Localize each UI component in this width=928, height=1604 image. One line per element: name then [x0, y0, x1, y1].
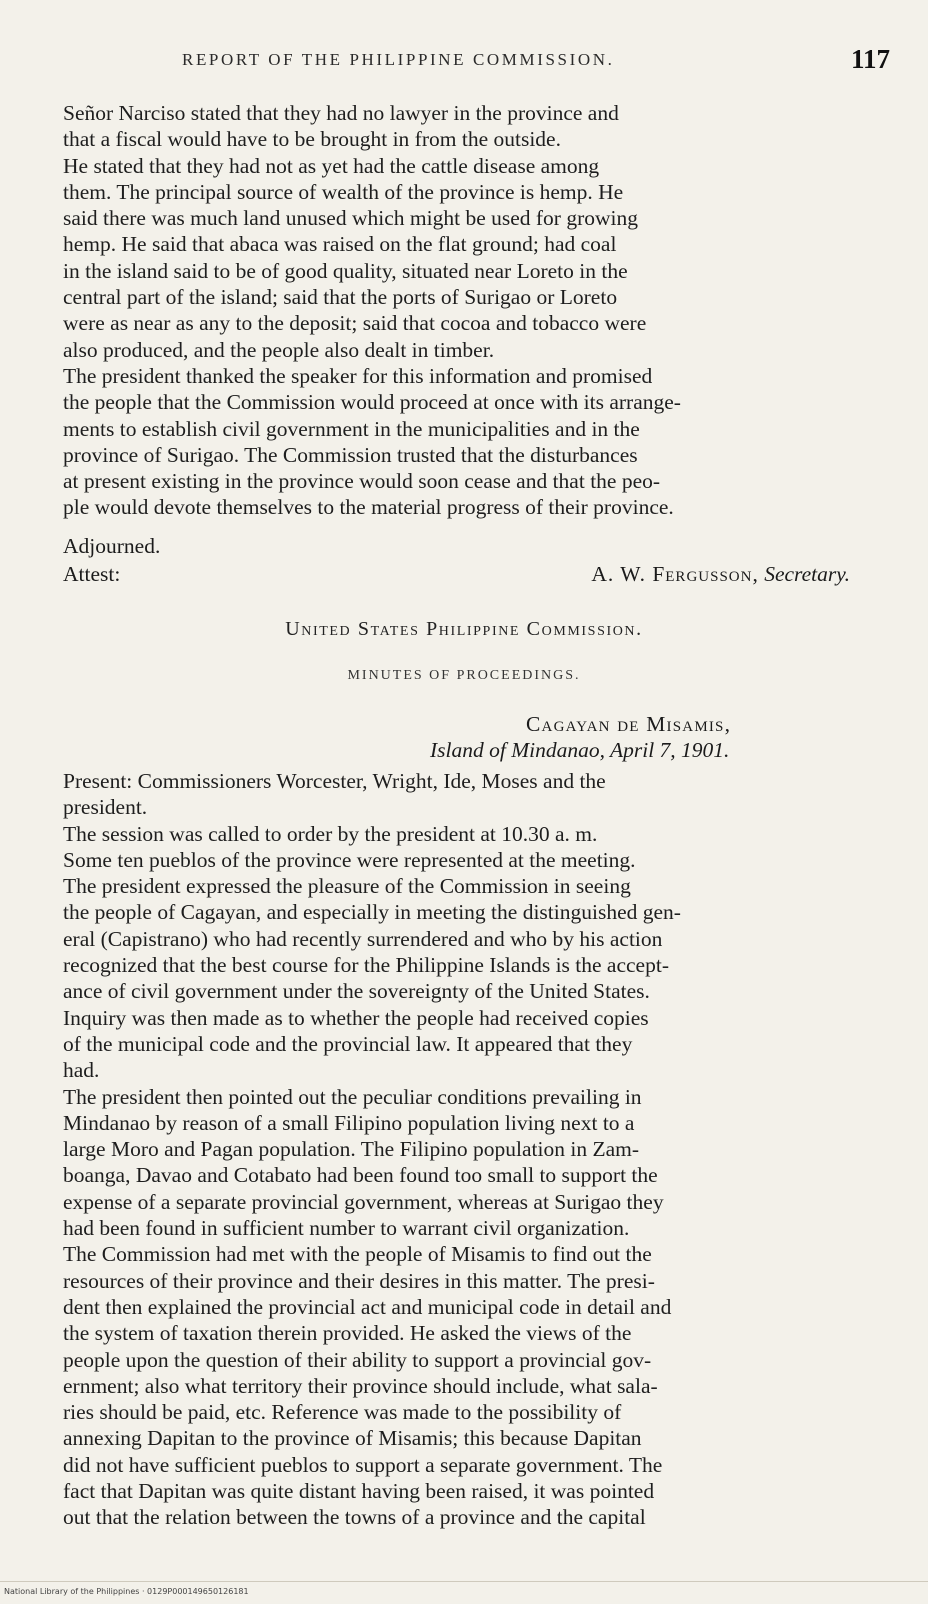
- text-line: also produced, and the people also dealt in timber.: [63, 337, 495, 362]
- text-line: president.: [63, 795, 148, 820]
- text-line: eral (Capistrano) who had recently surrendered and who by his action: [63, 926, 663, 951]
- text-line: Some ten pueblos of the province were represented at the meeting.: [63, 847, 636, 872]
- text-line: ance of civil government under the sovereignty of the United States.: [63, 979, 650, 1004]
- text-line: fact that Dapitan was quite distant having been raised, it was pointed: [63, 1479, 655, 1504]
- text-line: the people of Cagayan, and especially in meeting the distinguished gen-: [63, 900, 681, 925]
- text-line: resources of their province and their desires in this matter. The presi-: [63, 1268, 655, 1293]
- text-line: were as near as any to the deposit; said that cocoa and tobacco were: [63, 311, 647, 336]
- text-line: recognized that the best course for the Philippine Islands is the accept-: [63, 953, 669, 978]
- text-line: at present existing in the province would soon cease and that the peo-: [63, 469, 661, 494]
- meeting-island-date: Island of Mindanao, April 7, 1901.: [430, 738, 730, 762]
- text-line: The president then pointed out the peculiar conditions prevailing in: [63, 1084, 642, 1109]
- text-line: province of Surigao. The Commission trusted that the disturbances: [63, 442, 638, 467]
- text-line: had.: [63, 1058, 100, 1083]
- text-line: The president expressed the pleasure of the Commission in seeing: [63, 874, 631, 899]
- text-line: expense of a separate provincial government, whereas at Surigao they: [63, 1189, 664, 1214]
- text-line: had been found in sufficient number to warrant civil organization.: [63, 1216, 630, 1241]
- text-line: out that the relation between the towns of a province and the capital: [63, 1505, 646, 1530]
- text-line: He stated that they had not as yet had the cattle disease among: [63, 153, 600, 178]
- text-line: the people that the Commission would proceed at once with its arrange-: [63, 390, 681, 415]
- text-line: that a fiscal would have to be brought in from the outside.: [63, 127, 561, 152]
- text-line: The Commission had met with the people of Misamis to find out the: [63, 1242, 652, 1267]
- text-line: The session was called to order by the president at 10.30 a. m.: [63, 821, 598, 846]
- text-line: central part of the island; said that the ports of Surigao or Loreto: [63, 285, 618, 310]
- text-line: Señor Narciso stated that they had no lawyer in the province and: [63, 101, 619, 125]
- text-line: ments to establish civil government in the municipalities and in the: [63, 416, 640, 441]
- text-line: The president thanked the speaker for this information and promised: [63, 363, 653, 388]
- minutes-subtitle: MINUTES OF PROCEEDINGS.: [347, 668, 581, 683]
- page-header: [62, 44, 890, 80]
- text-line: ries should be paid, etc. Reference was made to the possibility of: [63, 1400, 622, 1425]
- commission-title: United States Philippine Commission.: [285, 618, 643, 640]
- text-line: ernment; also what territory their province should include, what sala-: [63, 1373, 658, 1398]
- attest-label: Attest:: [63, 562, 121, 586]
- secretary-name: A. W. Fergusson,: [591, 562, 759, 586]
- meeting-place: Cagayan de Misamis,: [526, 712, 732, 736]
- running-head: REPORT OF THE PHILIPPINE COMMISSION.: [182, 50, 615, 69]
- text-line: them. The principal source of wealth of the province is hemp. He: [63, 179, 624, 204]
- secretary-title: Secretary.: [764, 562, 850, 586]
- text-line: the system of taxation therein provided. He asked the views of the: [63, 1321, 632, 1346]
- text-line: people upon the question of their ability to support a provincial gov-: [63, 1347, 652, 1372]
- text-line: Mindanao by reason of a small Filipino population living next to a: [63, 1110, 635, 1135]
- scan-footer: National Library of the Philippines · 0129P000149650126181: [4, 1587, 249, 1596]
- text-line: of the municipal code and the provincial law. It appeared that they: [63, 1031, 633, 1056]
- text-line: hemp. He said that abaca was raised on the flat ground; had coal: [63, 232, 617, 257]
- text-line: boanga, Davao and Cotabato had been found too small to support the: [63, 1163, 658, 1188]
- text-line: in the island said to be of good quality, situated near Loreto in the: [63, 258, 628, 283]
- text-line: did not have sufficient pueblos to support a separate government. The: [63, 1452, 663, 1477]
- body-text-block-2: [63, 768, 881, 1531]
- text-line: annexing Dapitan to the province of Misamis; this because Dapitan: [63, 1426, 642, 1451]
- footer-divider: [0, 1581, 928, 1582]
- text-line: dent then explained the provincial act and municipal code in detail and: [63, 1294, 672, 1319]
- text-line: said there was much land unused which might be used for growing: [63, 206, 638, 231]
- text-line: Present: Commissioners Worcester, Wright, Ide, Moses and the: [63, 769, 606, 793]
- page-number: 117: [850, 44, 890, 74]
- body-text-block-1: [63, 100, 881, 521]
- text-line: large Moro and Pagan population. The Filipino population in Zam-: [63, 1137, 640, 1162]
- secretary-signature: [591, 562, 850, 587]
- adjourned-line: Adjourned.: [63, 534, 161, 558]
- text-line: Inquiry was then made as to whether the people had received copies: [63, 1005, 649, 1030]
- text-line: ple would devote themselves to the material progress of their province.: [63, 495, 674, 520]
